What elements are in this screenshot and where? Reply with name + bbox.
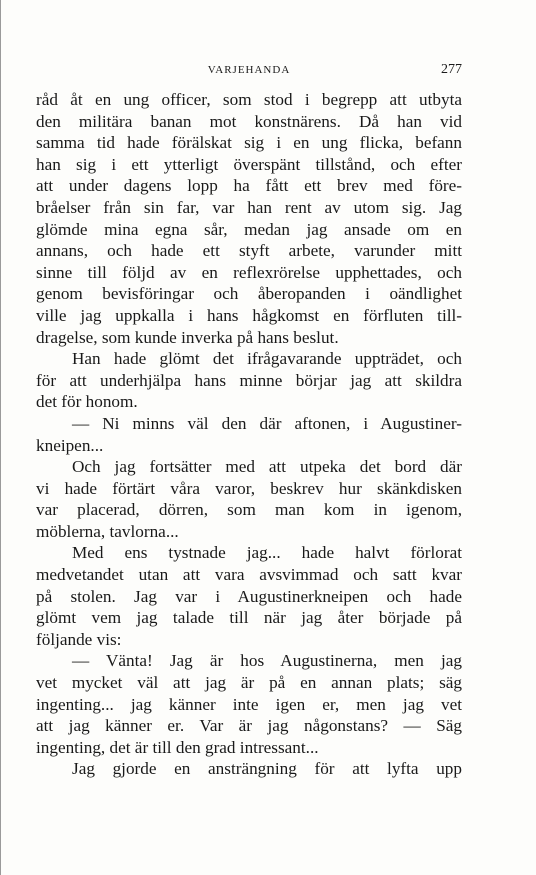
text-line: Jag gjorde en ansträngning för att lyfta upp: [72, 759, 462, 779]
text-line: genom bevisföringar och åberopanden i oändlighet: [36, 284, 462, 304]
page-header: [36, 62, 462, 80]
text-line: var placerad, dörren, som man kom in igenom,: [36, 500, 462, 520]
text-line: ingenting, det är till den grad intressant...: [36, 737, 319, 757]
text-line: glömt vem jag talade till när jag åter började på: [36, 608, 462, 628]
page-edge: [0, 0, 1, 875]
text-line: — Ni minns väl den där aftonen, i Augustiner-: [72, 413, 462, 433]
text-line: kneipen...: [36, 435, 104, 455]
page-number: 277: [441, 62, 462, 77]
text-line: medvetandet utan att vara avsvimmad och satt kvar: [36, 565, 462, 585]
text-line: ingenting... jag känner inte igen er, men jag vet: [36, 694, 462, 714]
text-line: möblerna, tavlorna...: [36, 521, 179, 541]
text-line: på stolen. Jag var i Augustinerkneipen och hade: [36, 586, 462, 606]
text-line: han sig i ett ytterligt överspänt tillstånd, och efter: [36, 154, 462, 174]
text-line: den militära banan mot konstnärens. Då han vid: [36, 111, 462, 131]
text-line: annans, och hade ett styft arbete, varunder mitt: [36, 241, 462, 261]
text-line: att under dagens lopp ha fått ett brev med före-: [36, 176, 462, 196]
text-line: att jag känner er. Var är jag någonstans? — Säg: [36, 716, 462, 736]
text-line: råd åt en ung officer, som stod i begrepp att utbyta: [36, 90, 462, 109]
text-line: Med ens tystnade jag... hade halvt förlorat: [72, 543, 462, 563]
text-line: det för honom.: [36, 392, 138, 412]
text-line: Och jag fortsätter med att utpeka det bord där: [72, 457, 462, 477]
text-line: följande vis:: [36, 629, 122, 649]
text-line: vi hade förtärt våra varor, beskrev hur skänkdisken: [36, 478, 462, 498]
text-line: sinne till följd av en reflexrörelse upphettades, och: [36, 262, 462, 282]
text-line: ville jag uppkalla i hans hågkomst en förfluten till-: [36, 305, 462, 325]
text-line: — Vänta! Jag är hos Augustinerna, men jag: [72, 651, 462, 671]
text-line: samma tid hade förälskat sig i en ung flicka, befann: [36, 133, 462, 153]
body-text: [36, 89, 462, 780]
text-line: vet mycket väl att jag är på en annan plats; säg: [36, 673, 462, 693]
text-line: för att underhjälpa hans minne börjar jag att skildra: [36, 370, 462, 390]
running-head: VARJEHANDA: [207, 64, 291, 76]
text-line: dragelse, som kunde inverka på hans beslut.: [36, 327, 339, 347]
text-line: Han hade glömt det ifrågavarande uppträdet, och: [72, 349, 462, 369]
text-line: glömde mina egna sår, medan jag ansade om en: [36, 219, 462, 239]
text-line: bråelser från sin far, var han rent av utom sig. Jag: [36, 197, 462, 217]
